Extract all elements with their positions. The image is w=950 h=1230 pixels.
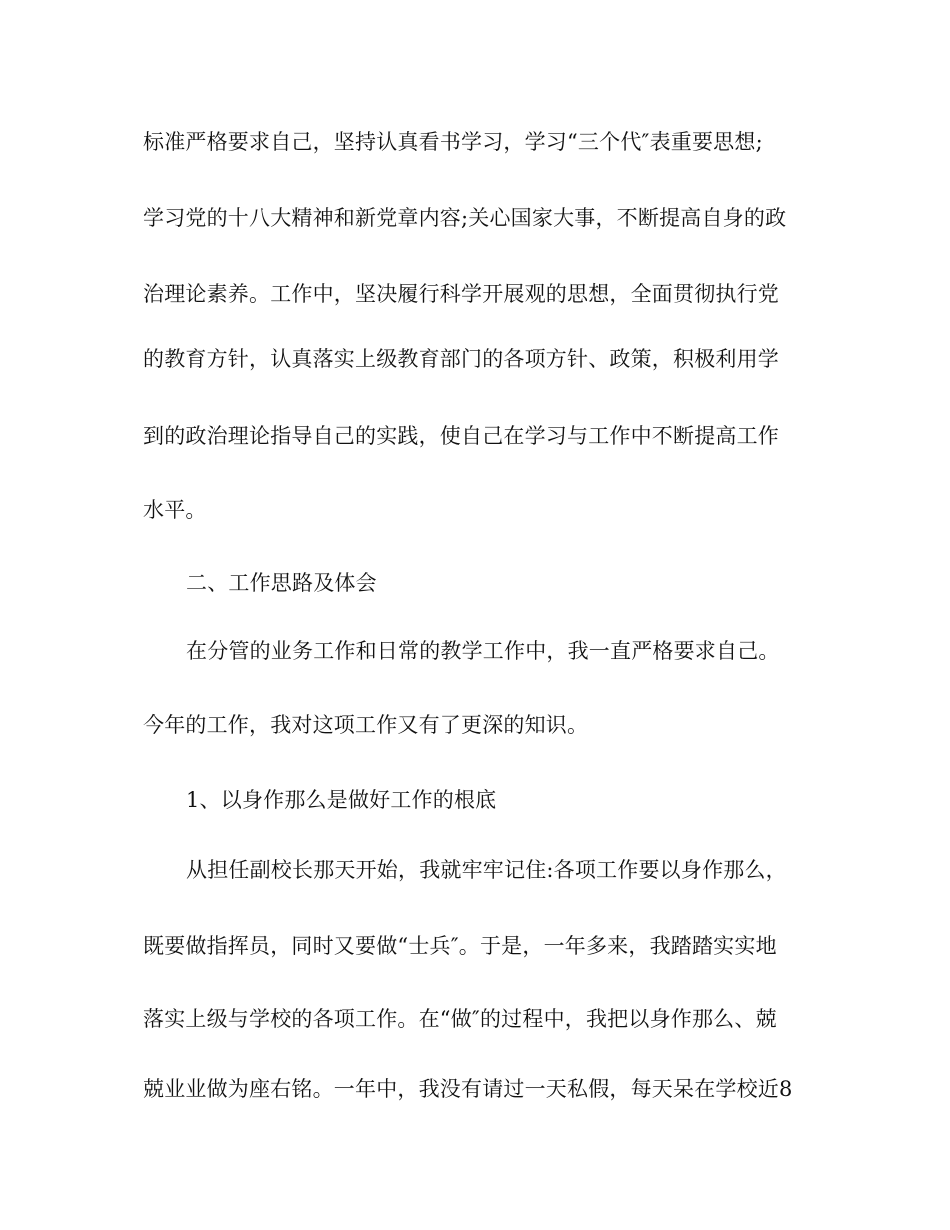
paragraph-line: 兢业业做为座右铭。一年中，我没有请过一天私假，每天呆在学校近8 bbox=[143, 1077, 793, 1101]
paragraph-line: 今年的工作，我对这项工作又有了更深的知识。 bbox=[143, 713, 589, 737]
paragraph-line: 在分管的业务工作和日常的教学工作中，我一直严格要求自己。 bbox=[186, 639, 780, 663]
paragraph-line: 落实上级与学校的各项工作。在“做″的过程中，我把以身作那么、兢 bbox=[143, 1007, 777, 1031]
paragraph-line: 水平。 bbox=[143, 498, 207, 522]
paragraph-line: 到的政治理论指导自己的实践，使自己在学习与工作中不断提高工作 bbox=[143, 424, 779, 448]
paragraph-line: 治理论素养。工作中，坚决履行科学开展观的思想，全面贯彻执行党 bbox=[143, 282, 779, 306]
section-heading: 二、工作思路及体会 bbox=[186, 571, 377, 595]
subsection-heading: 1、以身作那么是做好工作的根底 bbox=[186, 788, 497, 812]
paragraph-line: 标准严格要求自己，坚持认真看书学习，学习“三个代″表重要思想; bbox=[143, 130, 763, 154]
paragraph-line: 学习党的十八大精神和新党章内容;关心国家大事，不断提高自身的政 bbox=[143, 206, 787, 230]
paragraph-line: 的教育方针，认真落实上级教育部门的各项方针、政策，积极利用学 bbox=[143, 347, 779, 371]
paragraph-line: 从担任副校长那天开始，我就牢牢记住:各项工作要以身作那么， bbox=[186, 858, 787, 882]
paragraph-line: 既要做指挥员，同时又要做“士兵″。于是，一年多来，我踏踏实实地 bbox=[143, 934, 777, 958]
